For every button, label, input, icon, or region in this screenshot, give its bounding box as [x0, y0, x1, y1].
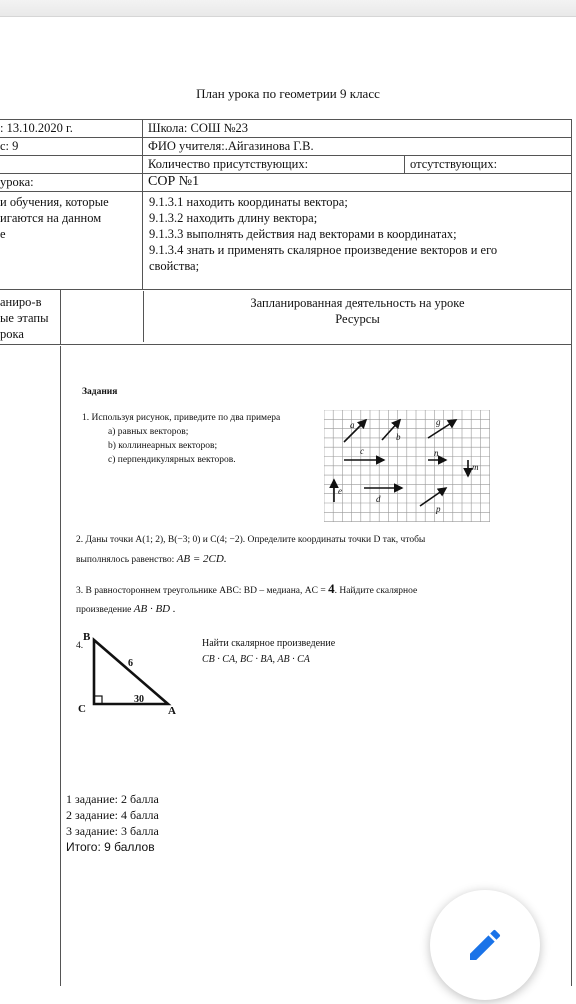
lesson-topic-label: урока: — [0, 175, 34, 189]
table-border-row5 — [0, 289, 572, 290]
vertex-c-label: C — [78, 703, 86, 715]
side-length-label: 6 — [128, 658, 133, 669]
vertex-b-label: B — [83, 631, 91, 643]
table-col-divider — [142, 119, 143, 289]
vector-label-m: m — [472, 462, 479, 472]
absent-cell: отсутствующих: — [410, 157, 498, 171]
stages-label-1: аниро-в — [0, 295, 42, 309]
task-3-four: 4 — [328, 581, 335, 596]
task-3-lead: 3. В равностороннем треугольнике ABC: BD – медиана, AC = — [76, 586, 326, 596]
school-cell: Школа: СОШ №23 — [148, 121, 249, 135]
task-1-item-b: b) коллинеарных векторов; — [108, 441, 218, 451]
vector-label-g: g — [436, 417, 441, 427]
table-border-right — [571, 119, 572, 986]
browser-top-bar — [0, 0, 576, 17]
task-3-expression: AB · BD . — [133, 603, 176, 615]
class-cell: с: 9 — [0, 139, 19, 153]
vector-label-p: p — [436, 504, 441, 514]
stages-label-2: ые этапы — [0, 311, 49, 325]
task-3-product-label: произведение — [76, 605, 132, 615]
table-col-divider-attendance — [404, 155, 405, 173]
objectives-label-3: е — [0, 227, 6, 241]
page-title: План урока по геометрии 9 класс — [196, 86, 380, 101]
objective-1: 9.1.3.1 находить координаты вектора; — [149, 195, 348, 209]
tasks-heading: Задания — [82, 387, 118, 397]
task-1-item-c: c) перпендикулярных векторов. — [108, 455, 236, 465]
angle-label: 30 — [134, 694, 144, 705]
task-4-text: Найти скалярное произведение — [202, 638, 336, 649]
resources-header: Ресурсы — [335, 312, 380, 326]
task-3-line-2 — [76, 603, 176, 617]
vector-label-d: d — [376, 494, 381, 504]
vector-label-n: n — [434, 448, 439, 458]
task-2-lead: выполнялось равенство: — [76, 555, 175, 565]
task-2-line-1: 2. Даны точки A(1; 2), B(−3; 0) и C(4; −2). Определите координаты точки D так, чтобы — [76, 535, 426, 545]
table-col-divider-lower — [60, 346, 61, 986]
vector-label-c: c — [360, 446, 364, 456]
table-col-divider-wide — [60, 289, 61, 344]
task-2-line-2 — [76, 553, 227, 567]
vector-grid-figure — [324, 410, 490, 522]
task-2-equation: AB = 2CD. — [176, 553, 227, 565]
table-border-row6 — [0, 344, 572, 345]
task-1-item-a: a) равных векторов; — [108, 427, 189, 437]
objective-5: свойства; — [149, 259, 200, 273]
objective-4: 9.1.3.4 знать и применять скалярное произведение векторов и его — [149, 243, 498, 257]
stages-label-3: рока — [0, 327, 24, 341]
date-cell: : 13.10.2020 г. — [0, 121, 73, 135]
vector-a — [344, 420, 366, 442]
score-task-3: 3 задание: 3 балла — [66, 824, 159, 838]
objectives-label-2: игаются на данном — [0, 211, 102, 225]
objective-2: 9.1.3.2 находить длину вектора; — [149, 211, 318, 225]
score-task-1: 1 задание: 2 балла — [66, 792, 159, 806]
teacher-cell: ФИО учителя:.Айгазинова Г.В. — [148, 139, 314, 153]
table-col-divider-inner — [143, 291, 144, 342]
task-1-text: 1. Используя рисунок, приведите по два примера — [82, 413, 281, 423]
task-3-line-1 — [76, 582, 417, 598]
right-triangle-figure — [78, 628, 188, 718]
vector-label-a: a — [350, 420, 355, 430]
task-4-number: 4. — [76, 641, 84, 651]
score-total: Итого: 9 баллов — [66, 840, 155, 854]
task-3-tail: . Найдите скалярное — [334, 586, 418, 596]
vector-g — [428, 420, 456, 438]
vertex-a-label: A — [168, 705, 176, 717]
task-4-expression: CB · CA, BC · BA, AB · CA — [202, 654, 310, 665]
vector-label-e: e — [338, 486, 342, 496]
edit-button[interactable] — [430, 890, 540, 1000]
table-border-row4 — [0, 191, 572, 192]
objectives-label-1: и обучения, которые — [0, 195, 109, 209]
vector-label-b: b — [396, 432, 401, 442]
objective-3: 9.1.3.3 выполнять действия над векторами в координатах; — [149, 227, 457, 241]
present-cell: Количество присутствующих: — [148, 157, 309, 171]
activity-header: Запланированная деятельность на уроке — [250, 296, 465, 310]
score-task-2: 2 задание: 4 балла — [66, 808, 159, 822]
pencil-icon — [465, 925, 505, 965]
lesson-topic-value: СОР №1 — [148, 174, 200, 189]
